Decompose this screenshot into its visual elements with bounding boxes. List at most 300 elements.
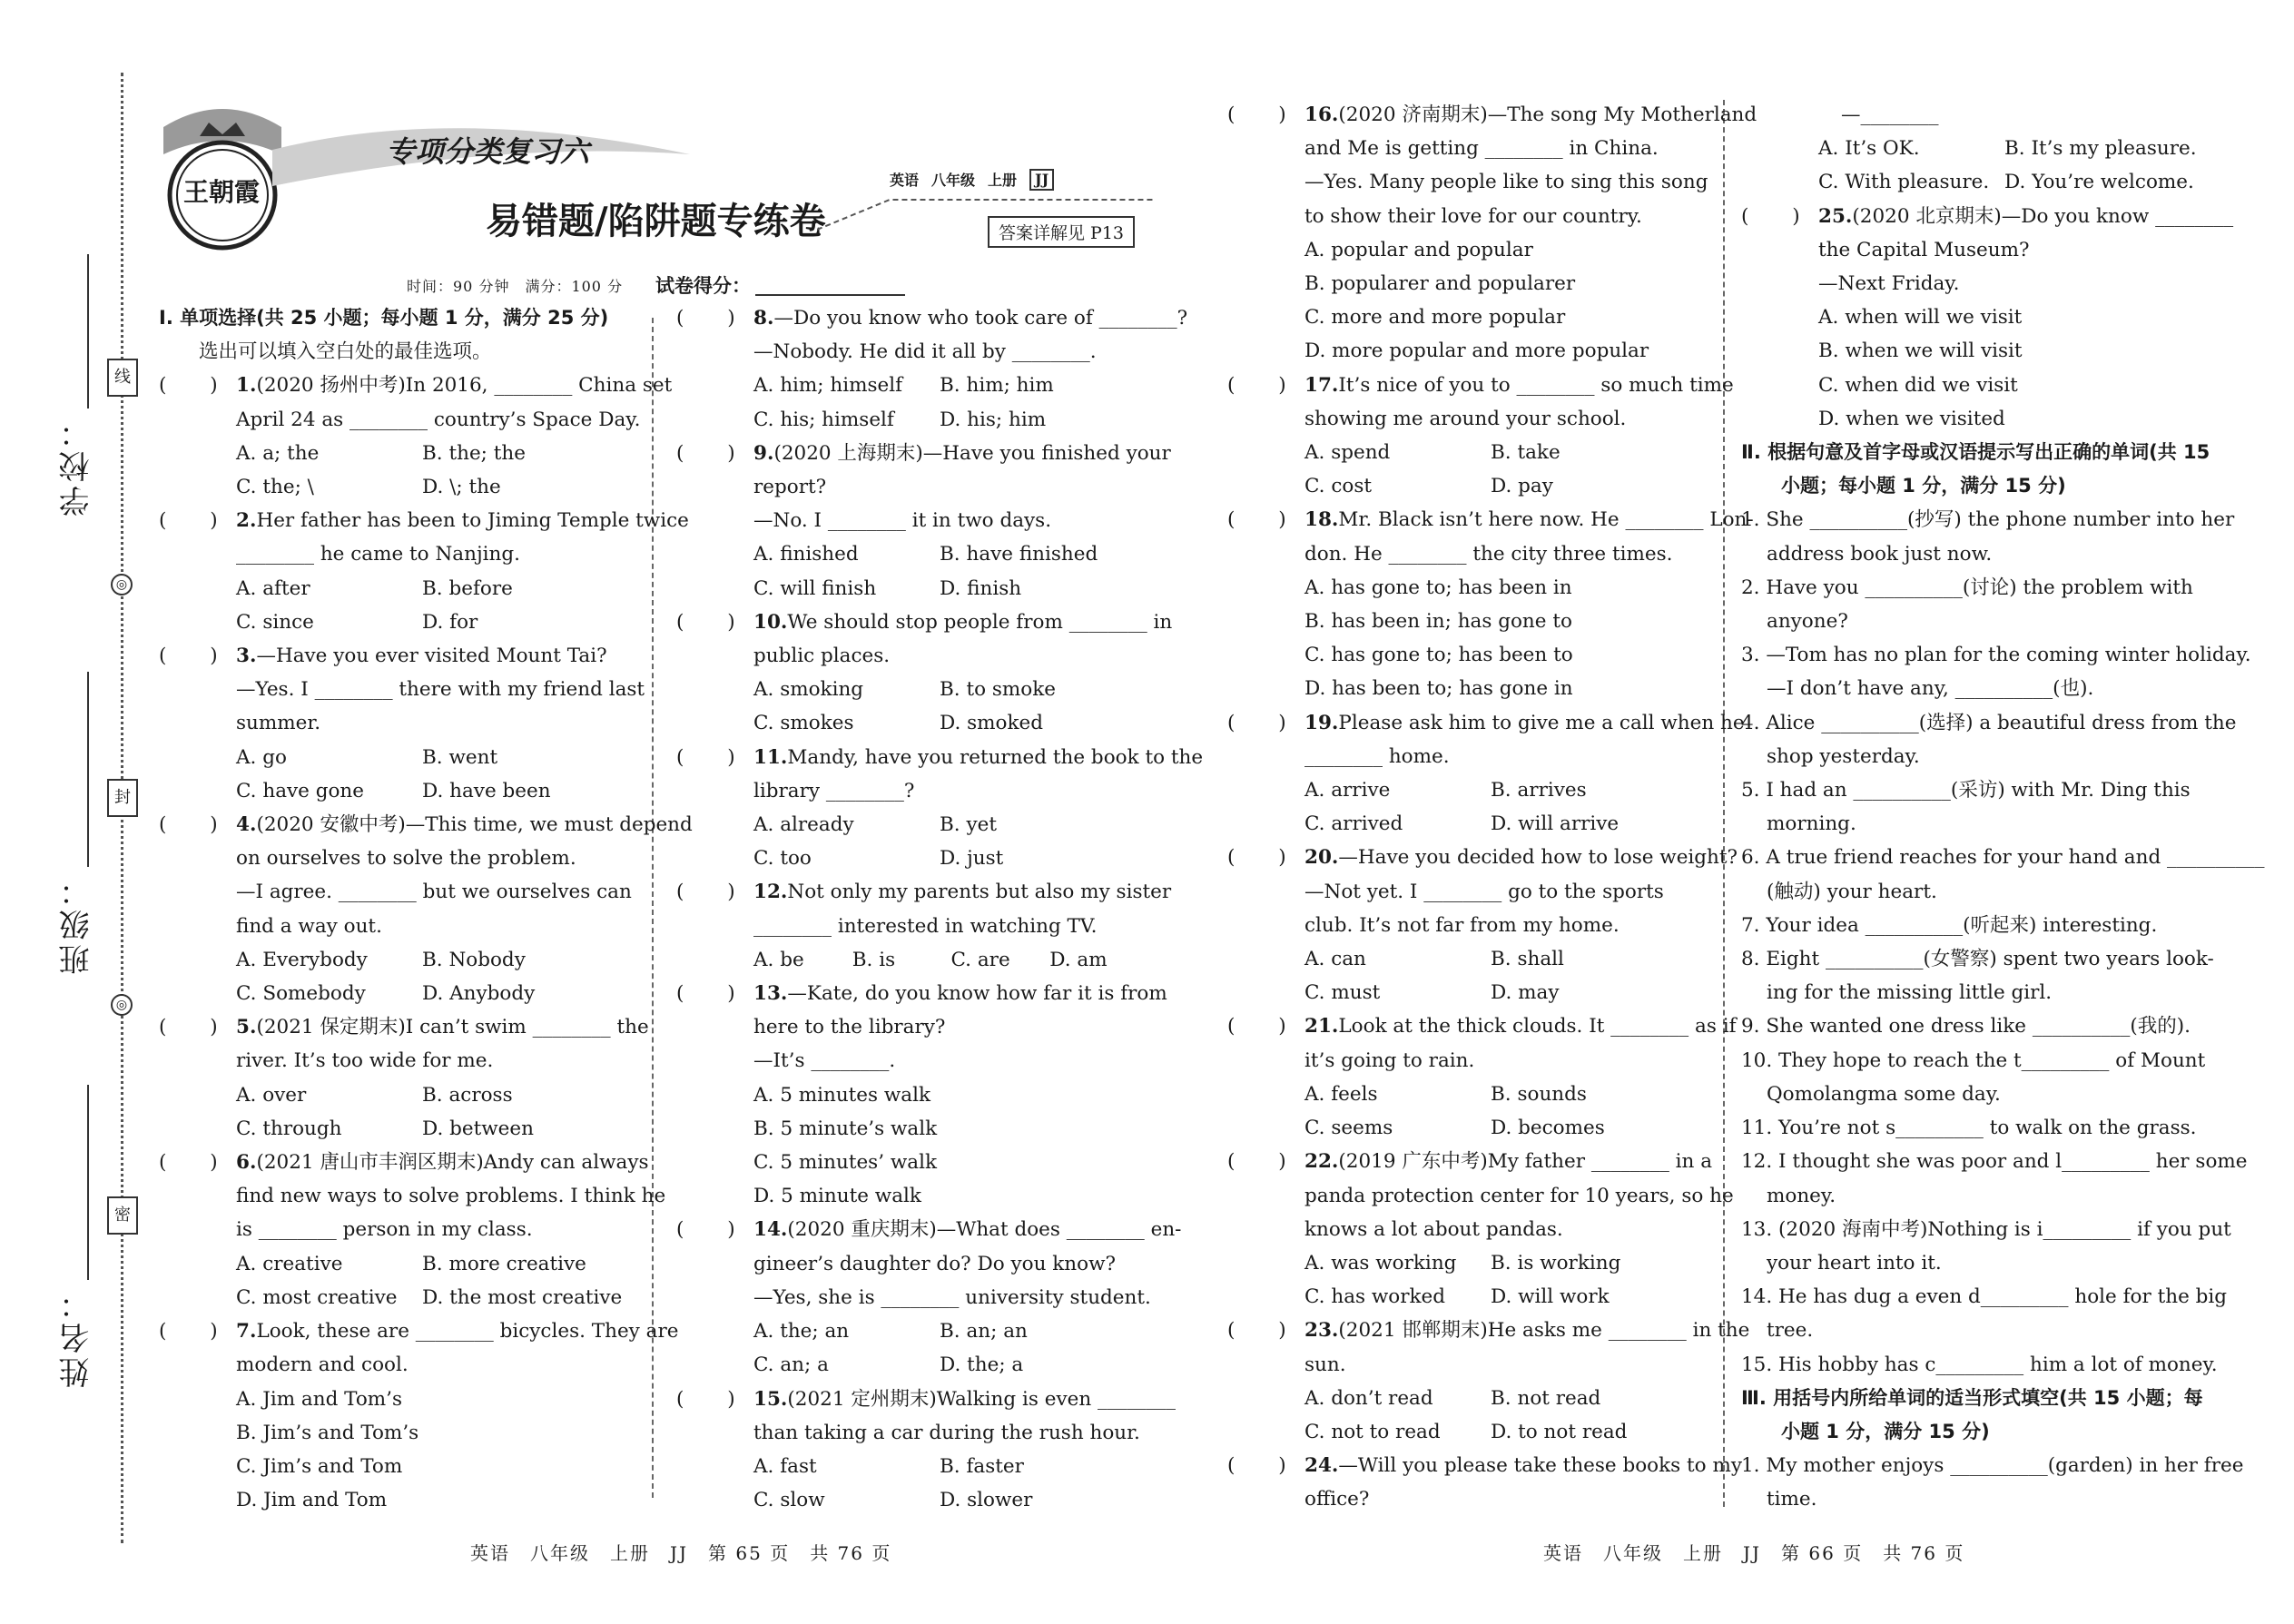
fill-item: 12. I thought she was poor and l_________ her some <box>1741 1150 2248 1174</box>
fill-item: 2. Have you __________(讨论) the problem with <box>1741 576 2193 599</box>
question-stem <box>676 741 1204 774</box>
question-text-cont: —I agree. ________ but we ourselves can <box>236 881 632 904</box>
question-text-cont: find a way out. <box>236 914 382 938</box>
option[interactable]: D. will work <box>1491 1285 1610 1309</box>
question-text-cont: and Me is getting ________ in China. <box>1305 137 1659 161</box>
answer-bracket[interactable]: ( ) <box>1741 204 1800 228</box>
answer-reference: 答案详解见 P13 <box>988 216 1135 248</box>
question-item <box>159 808 693 1010</box>
question-text-cont: on ourselves to solve the problem. <box>236 847 576 871</box>
score-blank[interactable] <box>755 294 905 296</box>
option[interactable]: B. has been in; has gone to <box>1305 610 1572 634</box>
option[interactable]: A. has gone to; has been in <box>1305 576 1572 599</box>
question-text-cont: is ________ person in my class. <box>236 1218 533 1242</box>
column-2 <box>676 301 1204 1517</box>
fill-item-cont: anyone? <box>1767 610 1848 634</box>
question-text: (2021 邯郸期末)He asks me ________ in the <box>1338 1319 1750 1343</box>
option[interactable]: C. cost <box>1305 475 1373 498</box>
answer-bracket[interactable]: ( ) <box>1227 508 1286 532</box>
answer-bracket[interactable]: ( ) <box>676 307 735 330</box>
option[interactable]: B. shall <box>1491 948 1564 971</box>
question-stem <box>1227 1145 1713 1178</box>
option[interactable]: B. popularer and popularer <box>1305 272 1576 296</box>
option[interactable]: A. was working <box>1305 1251 1457 1275</box>
option[interactable]: B. to smoke <box>940 678 1057 702</box>
option[interactable]: C. more and more popular <box>1305 306 1566 330</box>
question-text-cont: panda protection center for 10 years, so he <box>1305 1184 1734 1207</box>
question-item <box>159 639 645 808</box>
exam-meta: 时间：90 分钟 满分：100 分 <box>407 278 624 295</box>
answer-bracket[interactable]: ( ) <box>1227 1454 1286 1478</box>
question-stem <box>1227 1009 1737 1043</box>
option[interactable]: D. am <box>1049 948 1108 971</box>
option-row <box>676 1348 1148 1382</box>
option-row <box>1227 807 1708 841</box>
question-item <box>159 504 689 639</box>
fill-item-cont: time. <box>1767 1488 1817 1511</box>
option-row <box>159 943 640 977</box>
answer-bracket[interactable]: ( ) <box>1227 1015 1286 1038</box>
option[interactable]: C. has worked <box>1305 1285 1446 1309</box>
fill-item: 15. His hobby has c_________ him a lot of money. <box>1741 1353 2218 1376</box>
question-number: 14. <box>753 1218 788 1242</box>
option[interactable]: D. becomes <box>1491 1117 1605 1140</box>
option[interactable]: C. his; himself <box>753 408 894 431</box>
question-number: 4. <box>236 813 257 837</box>
option[interactable]: D. the most creative <box>422 1285 623 1309</box>
fill-item: 14. He has dug a even d_________ hole for the big <box>1741 1285 2228 1309</box>
option-row <box>1227 976 1708 1009</box>
section-1-title: Ⅰ. 单项选择(共 25 小题；每小题 1 分，满分 25 分) <box>159 307 609 329</box>
option[interactable]: A. popular and popular <box>1305 238 1533 261</box>
option[interactable]: A. feels <box>1305 1082 1378 1106</box>
question-item <box>159 1146 666 1314</box>
option-row <box>676 943 1148 977</box>
option[interactable]: D. have been <box>422 779 551 802</box>
option[interactable]: D. when we visited <box>1818 407 2005 430</box>
option-row <box>1227 1246 1708 1280</box>
answer-bracket[interactable]: ( ) <box>1227 711 1286 734</box>
option[interactable]: A. 5 minutes walk <box>753 1083 931 1107</box>
question-text: —Will you please take these books to my <box>1338 1454 1742 1478</box>
option[interactable]: A. creative <box>236 1252 343 1275</box>
option[interactable]: C. seems <box>1305 1117 1393 1140</box>
question-text-cont: —Yes. I ________ there with my friend last <box>236 678 645 702</box>
option-row <box>1741 402 2222 436</box>
question-stem <box>159 504 689 537</box>
section-3-items <box>1741 1449 2244 1516</box>
option-row <box>676 1483 1148 1517</box>
question-number: 1. <box>236 374 257 398</box>
question-number: 20. <box>1305 846 1339 870</box>
column-3 <box>1227 98 1757 1517</box>
question-item <box>676 437 1171 605</box>
fill-item: 11. You’re not s_________ to walk on the grass. <box>1741 1117 2197 1140</box>
question-stem <box>159 1010 649 1044</box>
fill-item: 1. She __________(抄写) the phone number into her <box>1741 508 2235 532</box>
question-number: 24. <box>1305 1454 1339 1478</box>
question-text: (2021 保定期末)I can’t swim ________ the <box>256 1016 649 1039</box>
question-stem <box>1741 200 2234 233</box>
option-row <box>1227 1111 1708 1145</box>
question-stem <box>676 977 1167 1010</box>
option[interactable]: D. more popular and more popular <box>1305 340 1649 363</box>
option[interactable]: C. smokes <box>753 712 854 735</box>
option[interactable]: C. when did we visit <box>1818 373 2018 397</box>
option[interactable]: A. already <box>753 813 854 837</box>
option[interactable]: A. spend <box>1305 441 1391 465</box>
option-row <box>1227 233 1708 267</box>
option[interactable]: D. \; the <box>422 476 501 499</box>
option-row <box>1227 773 1708 807</box>
column-4 <box>1741 98 2265 1517</box>
option[interactable]: C. will finish <box>753 576 877 600</box>
option[interactable]: B. is <box>852 948 896 971</box>
fill-item: 6. A true friend reaches for your hand and __________ <box>1741 846 2265 870</box>
q24-answer-blank: —________ <box>1841 103 1939 126</box>
option[interactable]: B. It’s my pleasure. <box>2004 137 2197 161</box>
fill-item-cont: money. <box>1767 1184 1836 1207</box>
tag-volume: 上册 <box>988 172 1018 189</box>
option-row <box>1227 571 1708 605</box>
answer-bracket[interactable]: ( ) <box>1227 103 1286 126</box>
option[interactable]: C. an; a <box>753 1353 829 1377</box>
option[interactable]: C. are <box>950 948 1010 971</box>
seal-mark-mi: 密 <box>107 1196 138 1235</box>
option[interactable]: D. has been to; has gone in <box>1305 677 1573 701</box>
question-number: 17. <box>1305 373 1339 397</box>
question-stem <box>159 1146 649 1179</box>
option[interactable]: B. sounds <box>1491 1082 1587 1106</box>
question-number: 19. <box>1305 711 1339 734</box>
question-item <box>1227 1145 1734 1314</box>
answer-bracket[interactable]: ( ) <box>159 645 218 668</box>
option[interactable]: B. when we will visit <box>1818 340 2023 363</box>
question-item <box>676 1383 1177 1518</box>
option[interactable]: D. pay <box>1491 475 1553 498</box>
option[interactable]: D. will arrive <box>1491 812 1620 836</box>
question-item <box>676 1213 1182 1382</box>
class-label: 班级： <box>59 871 95 975</box>
option[interactable]: B. the; the <box>422 441 526 465</box>
option-row <box>676 572 1148 605</box>
option[interactable]: A. Jim and Tom’s <box>236 1387 403 1411</box>
answer-bracket[interactable]: ( ) <box>159 1016 218 1039</box>
option-row <box>159 470 640 504</box>
option[interactable]: B. more creative <box>422 1252 586 1275</box>
option[interactable]: A. go <box>236 745 287 769</box>
option-row <box>1227 267 1708 300</box>
question-text: (2020 上海期末)—Have you finished your <box>773 441 1171 465</box>
question-stem <box>1227 369 1734 402</box>
option[interactable]: A. Everybody <box>236 948 368 971</box>
question-text: Her father has been to Jiming Temple twice <box>256 509 689 533</box>
question-text: (2021 唐山市丰润区期末)Andy can always <box>256 1151 649 1175</box>
footer-left: 英语 八年级 上册 JJ 第 65 页 共 76 页 <box>470 1542 892 1564</box>
option-row <box>1227 638 1708 672</box>
question-text-cont: club. It’s not far from my home. <box>1305 913 1620 937</box>
answer-bracket[interactable]: ( ) <box>159 509 218 533</box>
name-blank <box>87 1085 89 1280</box>
option[interactable]: B. take <box>1491 441 1561 465</box>
question-stem <box>159 369 673 402</box>
fill-item-cont: your heart into it. <box>1767 1251 1942 1275</box>
option[interactable]: A. him; himself <box>753 374 903 398</box>
fill-item: 3. —Tom has no plan for the coming winter holiday. <box>1741 644 2251 667</box>
option[interactable]: C. since <box>236 610 314 634</box>
question-item <box>676 605 1173 741</box>
question-number: 9. <box>753 441 774 465</box>
question-text: Mr. Black isn’t here now. He ________ Lon- <box>1338 508 1754 532</box>
option-row <box>159 437 640 470</box>
option[interactable]: D. Jim and Tom <box>236 1489 388 1512</box>
question-text-cont: —No. I ________ it in two days. <box>753 509 1052 533</box>
option-row <box>1227 1415 1708 1449</box>
section-3-title: Ⅲ. 用括号内所给单词的适当形式填空(共 15 小题；每 <box>1741 1386 2203 1409</box>
answer-bracket[interactable]: ( ) <box>159 813 218 837</box>
question-25 <box>1741 200 2234 436</box>
question-list <box>676 301 1204 1517</box>
school-label: 学校： <box>59 413 95 517</box>
tag-edition: JJ <box>1029 169 1054 191</box>
question-text: —Have you ever visited Mount Tai? <box>256 645 607 668</box>
circle-mark: ◎ <box>111 994 133 1016</box>
answer-bracket[interactable]: ( ) <box>676 745 735 769</box>
option-row <box>1741 165 2222 199</box>
seal-mark-xian: 线 <box>107 359 138 397</box>
option-row <box>159 741 640 774</box>
q24-options <box>1741 132 2222 199</box>
option-row <box>1227 334 1708 368</box>
question-text: (2021 定州期末)Walking is even ________ <box>787 1387 1177 1411</box>
question-stem <box>1227 1449 1742 1482</box>
binding-sidebar <box>0 0 145 1624</box>
option[interactable]: A. over <box>236 1083 307 1107</box>
option[interactable]: D. his; him <box>940 408 1047 431</box>
option[interactable]: B. have finished <box>940 543 1098 566</box>
option[interactable]: A. don’t read <box>1305 1386 1433 1410</box>
option-row <box>159 605 640 639</box>
option[interactable]: B. before <box>422 576 513 600</box>
question-item <box>1227 98 1757 369</box>
answer-bracket[interactable]: ( ) <box>159 374 218 398</box>
question-item <box>1227 369 1734 504</box>
option[interactable]: B. Jim’s and Tom’s <box>236 1421 419 1444</box>
question-text-cont: ________ interested in watching TV. <box>753 914 1098 938</box>
question-item <box>159 1314 679 1517</box>
question-stem <box>676 605 1173 639</box>
question-number: 23. <box>1305 1319 1339 1343</box>
answer-bracket[interactable]: ( ) <box>676 881 735 904</box>
option[interactable]: C. must <box>1305 981 1381 1005</box>
fill-item: 13. (2020 海南中考)Nothing is i_________ if you put <box>1741 1217 2231 1241</box>
question-text: (2020 扬州中考)In 2016, ________ China set <box>256 374 673 398</box>
option[interactable]: C. Somebody <box>236 982 366 1006</box>
question-text: (2019 广东中考)My father ________ in a <box>1338 1150 1713 1174</box>
question-item <box>1227 1449 1742 1516</box>
option[interactable]: B. not read <box>1491 1386 1601 1410</box>
option[interactable]: C. not to read <box>1305 1420 1441 1443</box>
option[interactable]: A. smoking <box>753 678 864 702</box>
section-2-items <box>1741 503 2265 1381</box>
option-row <box>676 706 1148 740</box>
school-blank <box>87 254 89 408</box>
answer-bracket[interactable]: ( ) <box>676 1218 735 1242</box>
fill-item: 4. Alice __________(选择) a beautiful dress from the <box>1741 711 2237 734</box>
option[interactable]: A. when will we visit <box>1818 306 2023 330</box>
option-row <box>1227 436 1708 469</box>
option[interactable]: A. arrive <box>1305 779 1391 802</box>
question-number: 18. <box>1305 508 1339 532</box>
option-row <box>159 1281 640 1314</box>
option[interactable]: B. yet <box>940 813 997 837</box>
series-title: 专项分类复习六 <box>386 134 590 169</box>
option[interactable]: C. have gone <box>236 779 364 802</box>
footer-right: 英语 八年级 上册 JJ 第 66 页 共 76 页 <box>1543 1542 1965 1564</box>
option[interactable]: C. the; \ <box>236 476 314 499</box>
question-stem <box>1227 98 1757 132</box>
question-number: 7. <box>236 1320 257 1343</box>
option[interactable]: B. went <box>422 745 498 769</box>
question-item <box>676 301 1188 437</box>
column-1 <box>159 301 693 1517</box>
question-text-cont: gineer’s daughter do? Do you know? <box>753 1252 1117 1275</box>
answer-bracket[interactable]: ( ) <box>676 982 735 1006</box>
option[interactable]: B. him; him <box>940 374 1054 398</box>
option[interactable]: D. smoked <box>940 712 1044 735</box>
answer-bracket[interactable]: ( ) <box>159 1320 218 1343</box>
option[interactable]: D. just <box>940 847 1004 871</box>
question-item <box>159 1010 649 1146</box>
question-item <box>676 977 1167 1213</box>
option[interactable]: D. the; a <box>940 1353 1024 1377</box>
option[interactable]: C. 5 minutes’ walk <box>753 1151 938 1175</box>
option[interactable]: C. through <box>236 1117 342 1140</box>
question-item <box>1741 200 2234 436</box>
option-row <box>1227 942 1708 976</box>
option[interactable]: C. too <box>753 847 812 871</box>
option[interactable]: B. 5 minute’s walk <box>753 1117 938 1140</box>
option[interactable]: D. for <box>422 610 478 634</box>
option[interactable]: D. slower <box>940 1489 1033 1512</box>
option[interactable]: A. be <box>753 948 804 971</box>
question-number: 6. <box>236 1151 257 1175</box>
answer-bracket[interactable]: ( ) <box>1227 373 1286 397</box>
option[interactable]: C. Jim’s and Tom <box>236 1454 403 1478</box>
option-row <box>1227 300 1708 334</box>
fill-item-cont: ing for the missing little girl. <box>1767 981 2053 1005</box>
question-item <box>159 369 673 504</box>
answer-bracket[interactable]: ( ) <box>1227 1319 1286 1343</box>
option-row <box>676 842 1148 875</box>
option[interactable]: D. You’re welcome. <box>2004 171 2194 194</box>
question-stem <box>159 1314 679 1348</box>
option[interactable]: C. arrived <box>1305 812 1403 836</box>
answer-bracket[interactable]: ( ) <box>676 1387 735 1411</box>
option[interactable]: D. Anybody <box>422 982 536 1006</box>
question-item <box>1227 841 1738 1009</box>
option-row <box>159 1483 640 1517</box>
question-text-cont: report? <box>753 476 827 499</box>
question-text-cont: it’s going to rain. <box>1305 1048 1475 1072</box>
option[interactable]: A. a; the <box>236 441 320 465</box>
question-stem <box>676 875 1172 909</box>
option[interactable]: D. to not read <box>1491 1420 1628 1443</box>
question-text-cont: the Capital Museum? <box>1818 238 2030 261</box>
option[interactable]: B. Nobody <box>422 948 526 971</box>
question-text-cont: sun. <box>1305 1353 1346 1376</box>
option[interactable]: B. across <box>422 1083 513 1107</box>
option-row <box>1741 334 2222 368</box>
answer-bracket[interactable]: ( ) <box>1227 846 1286 870</box>
answer-bracket[interactable]: ( ) <box>159 1151 218 1175</box>
question-number: 11. <box>753 745 788 769</box>
option[interactable]: C. With pleasure. <box>1818 171 1990 194</box>
option[interactable]: A. It’s OK. <box>1818 137 1920 161</box>
option[interactable]: B. arrives <box>1491 779 1587 802</box>
option[interactable]: A. after <box>236 576 310 600</box>
question-text-cont: here to the library? <box>753 1016 946 1039</box>
question-text: Please ask him to give me a call when he <box>1338 711 1745 734</box>
question-number: 25. <box>1818 204 1853 228</box>
question-text-cont: showing me around your school. <box>1305 407 1627 430</box>
question-number: 8. <box>753 307 774 330</box>
question-number: 15. <box>753 1387 788 1411</box>
option[interactable]: A. fast <box>753 1454 817 1478</box>
option[interactable]: C. slow <box>753 1489 825 1512</box>
question-list <box>159 369 693 1517</box>
option[interactable]: A. can <box>1305 948 1366 971</box>
option-row <box>159 1383 640 1416</box>
question-number: 12. <box>753 881 788 904</box>
fill-item: 5. I had an __________(采访) with Mr. Ding this <box>1741 779 2191 802</box>
answer-bracket[interactable]: ( ) <box>1227 1150 1286 1174</box>
option[interactable]: C. most creative <box>236 1285 398 1309</box>
option[interactable]: A. the; an <box>753 1320 850 1343</box>
option[interactable]: A. finished <box>753 543 859 566</box>
question-text-cont: river. It’s too wide for me. <box>236 1049 494 1073</box>
option-row <box>1227 1078 1708 1111</box>
name-label: 姓名： <box>59 1284 95 1388</box>
question-stem <box>1227 1314 1750 1347</box>
option-row <box>676 1450 1148 1483</box>
option-row <box>676 537 1148 571</box>
option[interactable]: D. 5 minute walk <box>753 1185 921 1208</box>
question-stem <box>676 301 1188 335</box>
option[interactable]: B. is working <box>1491 1251 1621 1275</box>
option[interactable]: C. has gone to; has been to <box>1305 644 1573 667</box>
question-text: It’s nice of you to ________ so much time <box>1338 373 1734 397</box>
question-item <box>1227 503 1754 705</box>
option-row <box>676 673 1148 706</box>
option-row <box>676 808 1148 842</box>
question-text-cont: ________ home. <box>1305 744 1450 768</box>
circle-mark: ◎ <box>111 574 133 595</box>
option[interactable]: D. may <box>1491 981 1560 1005</box>
option-row <box>159 1112 640 1146</box>
option[interactable]: B. faster <box>940 1454 1024 1478</box>
question-text-cont: —Next Friday. <box>1818 272 1960 296</box>
fill-item-cont: (触动) your heart. <box>1767 880 1937 903</box>
answer-bracket[interactable]: ( ) <box>676 610 735 634</box>
option[interactable]: D. between <box>422 1117 534 1140</box>
question-stem <box>676 1383 1177 1416</box>
answer-bracket[interactable]: ( ) <box>676 441 735 465</box>
question-item <box>1227 706 1745 842</box>
option[interactable]: B. an; an <box>940 1320 1028 1343</box>
question-number: 13. <box>753 982 788 1006</box>
option[interactable]: D. finish <box>940 576 1022 600</box>
